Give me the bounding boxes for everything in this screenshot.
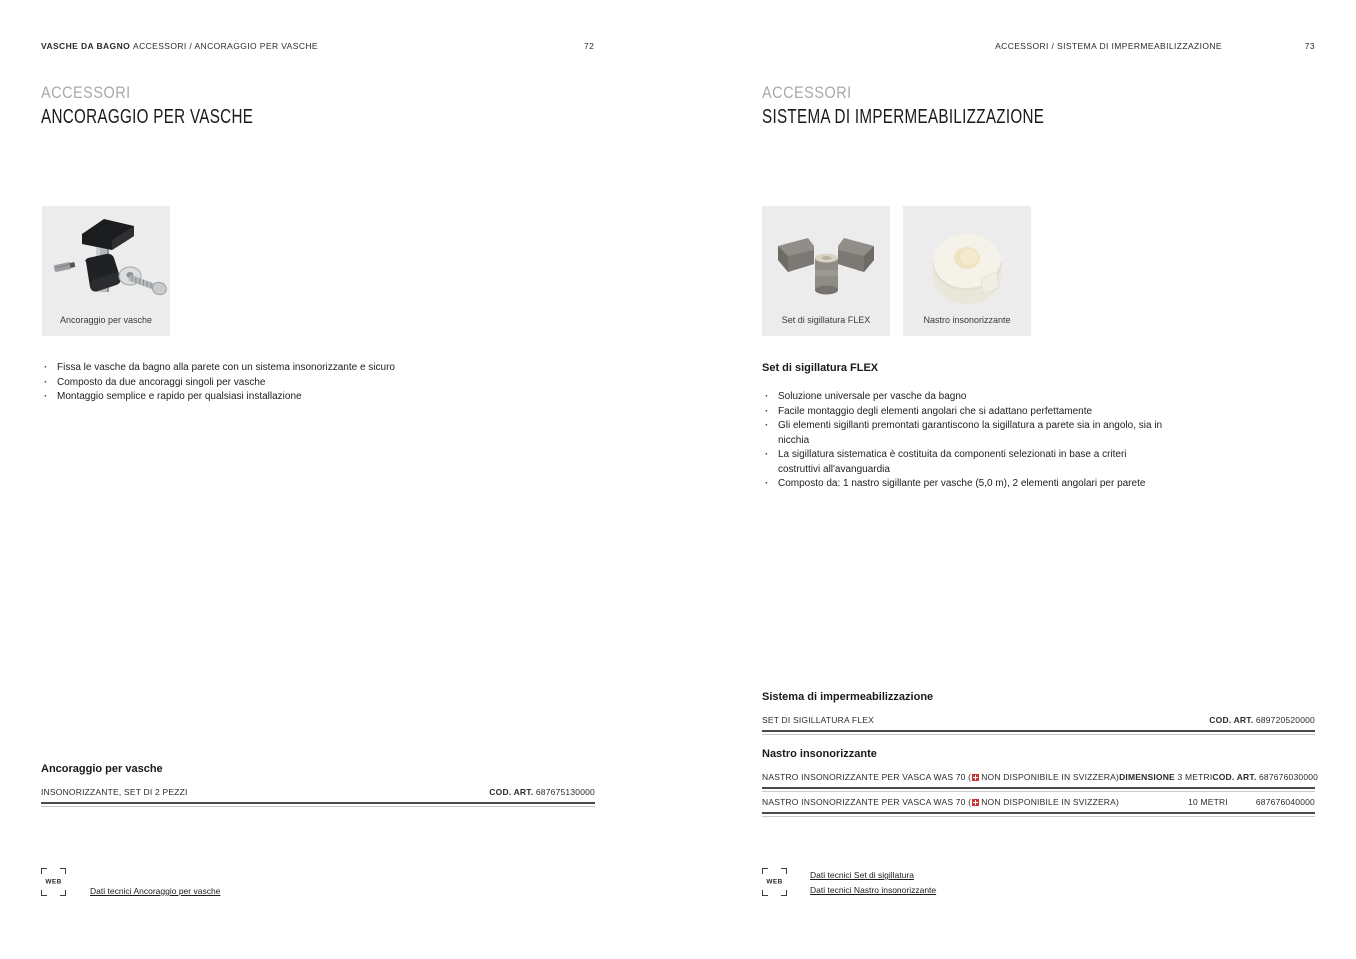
web-icon (41, 868, 66, 896)
table-ancoraggio (41, 763, 595, 809)
sealing-set-illustration (762, 214, 890, 310)
right-page-title: SISTEMA DI IMPERMEABILIZZAZIONE (762, 106, 1045, 128)
web-icon-label: WEB (766, 878, 783, 886)
swiss-flag-icon (972, 799, 979, 806)
bullet-text: · Composto da due ancoraggi singoli per vasche (57, 376, 266, 388)
bullet-text: · Fissa le vasche da bagno alla parete con un sistema insonorizzante e sicuro (57, 362, 395, 373)
left-bullet-list (44, 361, 474, 405)
table-heading: Sistema di impermeabilizzazione (762, 691, 934, 703)
product-image-ancoraggio (42, 206, 170, 336)
link-dati-tecnici-nastro[interactable]: Dati tecnici Nastro insonorizzante (810, 885, 937, 895)
link-dati-tecnici-set-sigillatura[interactable]: Dati tecnici Set di sigillatura (810, 870, 914, 880)
product-image-nastro (903, 206, 1031, 336)
description-prefix: NASTRO INSONORIZZANTE PER VASCA WAS 70 ( (762, 797, 972, 807)
bullet-item (765, 405, 1167, 420)
table-row (762, 712, 1315, 732)
right-bullet-list (765, 390, 1167, 492)
cod-art-value: 689720520000 (1255, 715, 1315, 725)
right-runhead-breadcrumb: ACCESSORI / SISTEMA DI IMPERMEABILIZZAZIONE (995, 41, 1222, 51)
bullet-text: · Gli elementi sigillanti premontati garantiscono la sigillatura a parete sia in angolo, sia in nicchia (778, 420, 1163, 446)
row-description (762, 772, 1119, 782)
link-dati-tecnici-ancoraggio[interactable]: Dati tecnici Ancoraggio per vasche (90, 886, 221, 896)
description-suffix: NON DISPONIBILE IN SVIZZERA) (981, 772, 1120, 782)
left-runhead-brand: VASCHE DA BAGNO (41, 41, 131, 51)
image-caption: Ancoraggio per vasche (59, 315, 153, 325)
bullet-item (44, 376, 474, 391)
row-description: INSONORIZZANTE, SET DI 2 PEZZI (41, 787, 188, 797)
image-caption: Set di sigillatura FLEX (781, 315, 871, 325)
row-dimension (1119, 797, 1228, 807)
left-page-title: ANCORAGGIO PER VASCHE (41, 106, 254, 128)
bullet-item (765, 419, 1167, 448)
dimension-value: 10 METRI (1188, 797, 1228, 807)
left-runhead-breadcrumb: ACCESSORI / ANCORAGGIO PER VASCHE (133, 41, 318, 51)
cod-art-value: 687676030000 (1258, 772, 1319, 782)
bullet-item (44, 361, 474, 376)
bullet-text: · Soluzione universale per vasche da bagno (778, 391, 967, 402)
row-article-code (443, 787, 595, 797)
bullet-item (765, 390, 1167, 405)
cod-art-value: 687675130000 (535, 787, 595, 797)
table-row (762, 794, 1315, 814)
cod-art-label: COD. ART. (489, 787, 534, 797)
right-page-number: 73 (1304, 41, 1315, 51)
table-heading: Ancoraggio per vasche (41, 763, 163, 775)
table-heading: Nastro insonorizzante (762, 748, 877, 760)
web-icon-label: WEB (45, 878, 62, 886)
dimension-label: DIMENSIONE (1119, 772, 1175, 782)
cod-art-label: COD. ART. (1212, 772, 1257, 782)
bullet-item (765, 448, 1167, 477)
product-image-set-sigillatura (762, 206, 890, 336)
row-article-code (1212, 772, 1318, 782)
description-suffix: NON DISPONIBILE IN SVIZZERA) (981, 797, 1120, 807)
description-prefix: NASTRO INSONORIZZANTE PER VASCA WAS 70 ( (762, 772, 972, 782)
bullet-text: · Facile montaggio degli elementi angolari che si adattano perfettamente (778, 405, 1093, 417)
row-description: SET DI SIGILLATURA FLEX (762, 715, 874, 725)
dimension-value: 3 METRI (1177, 772, 1213, 782)
bullet-text: · La sigillatura sistematica è costituita da componenti selezionati in base a criteri costruttivi all'avanguardia (778, 449, 1127, 475)
table-nastro (762, 748, 1319, 819)
table-row (41, 784, 595, 804)
bullet-text: · Composto da: 1 nastro sigillante per vasche (5,0 m), 2 elementi angolari per parete (778, 478, 1146, 489)
left-title-eyebrow: ACCESSORI (41, 83, 131, 102)
cod-art-label: COD. ART. (1209, 715, 1254, 725)
row-article-code (1163, 715, 1315, 725)
right-title-eyebrow: ACCESSORI (762, 83, 852, 102)
row-article-code (1228, 797, 1315, 807)
dowel-icon (54, 261, 76, 272)
tape-roll-illustration (903, 214, 1031, 310)
row-dimension (1119, 772, 1212, 782)
row-description (762, 797, 1119, 807)
anchor-bracket-illustration (42, 214, 170, 310)
left-page-number: 72 (584, 41, 595, 51)
swiss-flag-icon (972, 774, 979, 781)
cod-art-value: 687676040000 (1255, 797, 1315, 807)
image-caption: Nastro insonorizzante (923, 315, 1011, 325)
table-row (762, 769, 1319, 789)
table-impermeabilizzazione (762, 691, 1315, 737)
bullet-item (765, 477, 1167, 492)
bullet-text: · Montaggio semplice e rapido per qualsiasi installazione (57, 391, 302, 402)
section-heading-set-sigillatura: Set di sigillatura FLEX (762, 362, 879, 374)
web-icon (762, 868, 787, 896)
right-title-block (762, 83, 1133, 129)
left-title-block (41, 83, 320, 129)
bullet-item (44, 390, 474, 405)
